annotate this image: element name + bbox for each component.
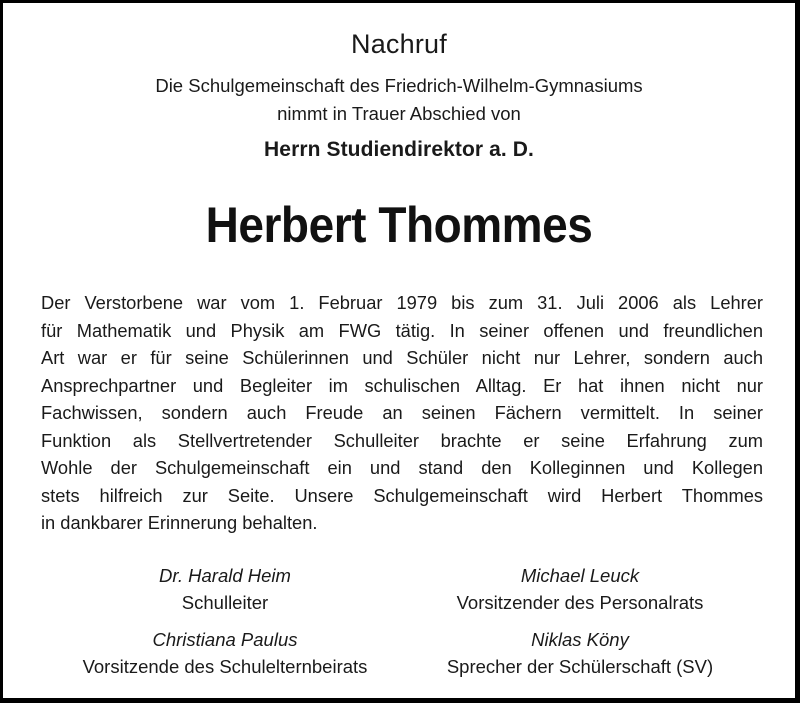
intro-line-1: Die Schulgemeinschaft des Friedrich-Wilhelm-Gymnasiums bbox=[155, 75, 643, 96]
signatory-role: Vorsitzende des Schulelternbeirats bbox=[82, 656, 368, 677]
signatory-student-rep bbox=[410, 628, 750, 679]
signatory-principal bbox=[55, 564, 395, 615]
signatory-name: Christiana Paulus bbox=[152, 629, 298, 650]
body-line: Ansprechpartner und Begleiter im schulischen Alltag. Er hat ihnen nicht nur bbox=[41, 374, 763, 396]
intro-line-2: nimmt in Trauer Abschied von bbox=[277, 103, 521, 124]
deceased-title: Herrn Studiendirektor a. D. bbox=[264, 138, 534, 161]
body-line: Art war er für seine Schülerinnen und Schüler nicht nur Lehrer, sondern auch bbox=[41, 347, 763, 368]
signatory-name: Dr. Harald Heim bbox=[159, 565, 291, 586]
body-line: in dankbarer Erinnerung behalten. bbox=[41, 512, 318, 533]
deceased-name: Herbert Thommes bbox=[205, 197, 593, 253]
body-line: stets hilfreich zur Seite. Unsere Schulgemeinschaft wird Herbert Thommes bbox=[41, 484, 763, 506]
signatory-staff-council bbox=[410, 564, 750, 615]
body-line: Funktion als Stellvertretender Schulleiter brachte er seine Erfahrung zum bbox=[41, 429, 763, 451]
signatory-role: Schulleiter bbox=[181, 592, 269, 613]
signatory-role: Vorsitzender des Personalrats bbox=[456, 592, 704, 613]
body-line: Fachwissen, sondern auch Freude an seinen Fächern vermittelt. In seiner bbox=[41, 402, 763, 423]
signatory-name: Michael Leuck bbox=[520, 565, 640, 586]
signatory-parents-council bbox=[55, 628, 395, 679]
obituary-body bbox=[41, 289, 763, 537]
body-line: für Mathematik und Physik am FWG tätig. In seiner offenen und freundlichen bbox=[41, 319, 763, 341]
body-line: Wohle der Schulgemeinschaft ein und stand den Kolleginnen und Kollegen bbox=[41, 457, 763, 478]
notice-heading: Nachruf bbox=[351, 29, 447, 59]
body-line: Der Verstorbene war vom 1. Februar 1979 bis zum 31. Juli 2006 als Lehrer bbox=[41, 292, 763, 313]
signatory-name: Niklas Köny bbox=[531, 629, 629, 650]
signatory-role: Sprecher der Schülerschaft (SV) bbox=[446, 656, 714, 677]
